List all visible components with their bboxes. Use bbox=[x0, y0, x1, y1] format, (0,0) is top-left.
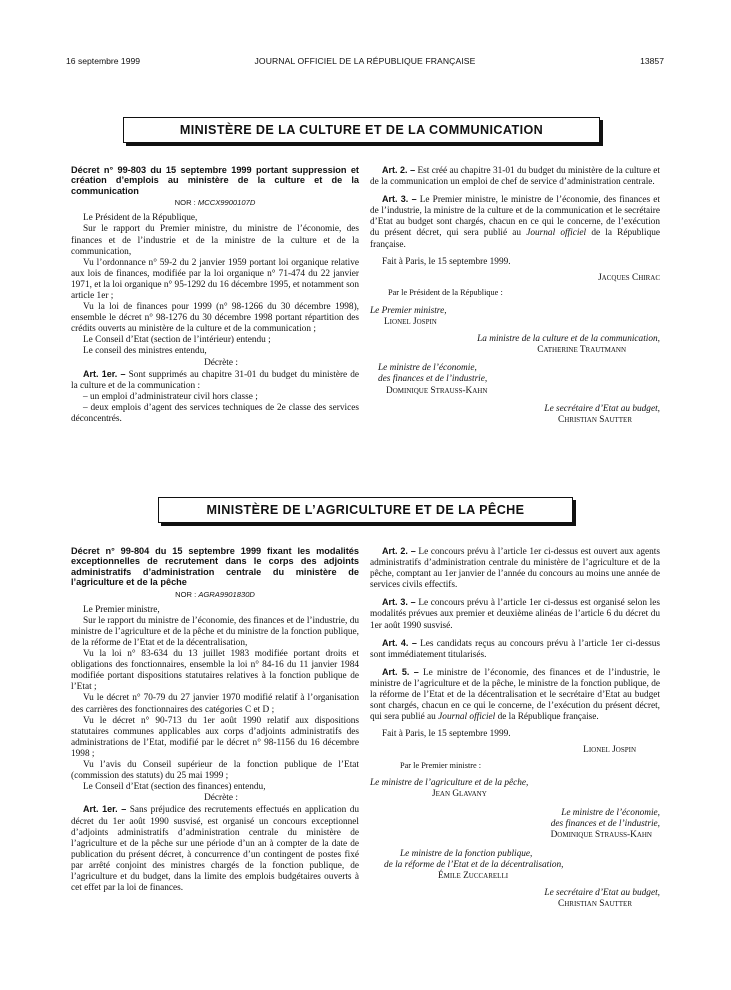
nor-label: NOR : bbox=[174, 198, 196, 208]
decree-title: Décret n° 99-803 du 15 septembre 1999 portant suppression et création d’emplois au ministère de la culture et de la communication bbox=[71, 165, 359, 196]
intro-paragraph: Vu le décret n° 70-79 du 27 janvier 1970 modifié relatif à l’organisation des carrières des fonctionnaires des catégories C et D ; bbox=[71, 693, 359, 715]
article-1-text: Sont supprimés au chapitre 31-01 du budget du ministère de la culture et de la communication : bbox=[71, 369, 360, 391]
signatory-title: Le secrétaire d’Etat au budget, bbox=[544, 888, 660, 899]
intro-paragraph: Le conseil des ministres entendu, bbox=[83, 346, 207, 357]
par-line: Par le Premier ministre : bbox=[400, 760, 482, 770]
intro-paragraph: Le Conseil d’Etat (section des finances) entendu, bbox=[83, 782, 266, 793]
decree-99-803-left-column bbox=[71, 165, 359, 425]
decree-99-803-right-column bbox=[370, 165, 660, 426]
signatory-name: Dominique Strauss-Kahn bbox=[550, 829, 652, 840]
fait-a-paris: Fait à Paris, le 15 septembre 1999. bbox=[382, 256, 511, 267]
signer-name: Lionel Jospin bbox=[583, 745, 636, 756]
signatory-name: Lionel Jospin bbox=[384, 317, 437, 328]
signatory-title: Le Premier ministre, bbox=[370, 305, 447, 316]
nor-value: AGRA9901830D bbox=[198, 589, 255, 599]
article-2 bbox=[370, 165, 660, 188]
ministry-heading-culture: MINISTÈRE DE LA CULTURE ET DE LA COMMUNICATION bbox=[123, 117, 600, 143]
signatory-name: Dominique Strauss-Kahn bbox=[386, 385, 488, 396]
article-5-label: Art. 5. – bbox=[382, 666, 419, 677]
article-4 bbox=[370, 638, 660, 661]
signatory-name: Christian Sautter bbox=[558, 899, 632, 910]
intro-paragraph: Vu l’avis du Conseil supérieur de la fonction publique de l’Etat (commission des statuts) du 25 mai 1999 ; bbox=[71, 760, 359, 782]
signatory-name: Émile Zuccarelli bbox=[438, 871, 509, 882]
signatory-name: Jean Glavany bbox=[432, 788, 487, 799]
signatory-title: des finances et de l’industrie, bbox=[550, 818, 660, 829]
nor-reference bbox=[71, 589, 359, 600]
signer-name: Jacques Chirac bbox=[598, 272, 660, 283]
ministry-heading-agriculture: MINISTÈRE DE L’AGRICULTURE ET DE LA PÊCHE bbox=[158, 497, 573, 523]
intro-paragraph: Vu la loi n° 83-634 du 13 juillet 1983 modifiée portant droits et obligations des fonctionnaires, ensemble la loi n° 84-16 du 11 janvier 1984 modifiée portant dispositions statutaires relatives à la fonction publique de l’Etat ; bbox=[71, 649, 359, 693]
article-3-text: Le concours prévu à l’article 1er ci-dessus est organisé selon les modalités prévues aux premier et deuxième alinéas de l’article 6 du décret du 1er août 1990 susvisé. bbox=[370, 598, 660, 631]
nor-reference bbox=[71, 197, 359, 208]
signatory-title: Le ministre de l’économie, bbox=[378, 363, 477, 374]
list-item: – deux emplois d’agent des services techniques de 2e classe des services déconcentrés. bbox=[71, 402, 359, 424]
article-4-label: Art. 4. – bbox=[382, 637, 417, 648]
article-3-label: Art. 3. – bbox=[382, 597, 416, 608]
signatory-title: La ministre de la culture et de la communication, bbox=[477, 334, 660, 345]
article-3-text-end: de la République française. bbox=[370, 228, 661, 250]
article-1-label: Art. 1er. – bbox=[83, 368, 126, 379]
article-1 bbox=[71, 369, 359, 392]
intro-paragraph: Le Premier ministre, bbox=[83, 604, 160, 615]
journal-title: JOURNAL OFFICIEL DE LA RÉPUBLIQUE FRANÇAISE bbox=[254, 56, 476, 66]
page-number: 13857 bbox=[640, 56, 664, 66]
article-5-text-end: de la République française. bbox=[497, 712, 599, 723]
signatory-title: Le ministre de l’agriculture et de la pêche, bbox=[370, 777, 529, 788]
article-3-text: Le Premier ministre, le ministre de l’économie, des finances et de l’industrie, la ministre de la culture et de la communication et le secrétaire d’Etat au budget sont chargés, chacun en ce qui le concerne, de l’exécution du présent décret, qui sera publié au bbox=[370, 195, 660, 239]
decrete-heading: Décrète : bbox=[204, 793, 238, 804]
decree-99-804-left-column bbox=[71, 546, 359, 894]
article-5 bbox=[370, 667, 660, 723]
decree-title: Décret n° 99-804 du 15 septembre 1999 fixant les modalités exceptionnelles de recrutement dans le corps des adjoints administratifs d’administration centrale du ministère de l’agriculture et de la pêche bbox=[71, 546, 359, 588]
article-2 bbox=[370, 546, 660, 591]
nor-label: NOR : bbox=[175, 589, 197, 599]
decrete-heading: Décrète : bbox=[204, 357, 238, 368]
list-item: – un emploi d’administrateur civil hors classe ; bbox=[83, 391, 258, 402]
intro-paragraph: Sur le rapport du Premier ministre, du ministre de l’économie, des finances et de l’industrie et de la ministre de la culture et de la communication, bbox=[71, 224, 359, 257]
intro-paragraph: Le Président de la République, bbox=[83, 213, 198, 224]
nor-value: MCCX9900107D bbox=[197, 198, 256, 208]
decree-99-804-right-column bbox=[370, 546, 660, 911]
page-header bbox=[66, 56, 664, 70]
journal-officiel-ref: Journal officiel bbox=[526, 228, 587, 239]
article-3-label: Art. 3. – bbox=[382, 194, 417, 205]
article-2-label: Art. 2. – bbox=[382, 165, 416, 175]
signatory-title: de la réforme de l’Etat et de la décentralisation, bbox=[384, 860, 564, 871]
intro-paragraph: Sur le rapport du ministre de l’économie, des finances et de l’industrie, du ministre de l’agriculture et de la pêche et du ministre de la fonction publique, de la réforme de l’Etat et de la décentralisation, bbox=[71, 615, 359, 648]
header-date: 16 septembre 1999 bbox=[66, 56, 141, 66]
signatory-title: Le ministre de l’économie, bbox=[561, 807, 660, 818]
article-1-label: Art. 1er. – bbox=[83, 804, 127, 815]
article-3 bbox=[370, 194, 660, 250]
article-2-text: Est créé au chapitre 31-01 du budget du ministère de la culture et de la communication un emploi de chef de service d’administration centrale. bbox=[370, 166, 660, 188]
article-1 bbox=[71, 804, 359, 894]
article-3 bbox=[370, 597, 660, 631]
article-5-text: Le ministre de l’économie, des finances et de l’industrie, le ministre de l’agriculture et de la pêche, le ministre de la fonction publique, de la réforme de l’Etat et de la décentralisation et le secrétaire d’Etat au budget sont chargés, chacun en ce qui le concerne, de l’exécution du présent décret, qui sera publié au bbox=[370, 667, 661, 723]
fait-a-paris: Fait à Paris, le 15 septembre 1999. bbox=[382, 729, 511, 740]
signatory-title: des finances et de l’industrie, bbox=[378, 374, 488, 385]
signatory-name: Catherine Trautmann bbox=[537, 345, 626, 356]
signatory-title: Le ministre de la fonction publique, bbox=[400, 849, 533, 860]
article-2-label: Art. 2. – bbox=[382, 546, 416, 556]
intro-paragraph: Vu la loi de finances pour 1999 (n° 98-1266 du 30 décembre 1998), ensemble le décret n° 98-1276 du 30 décembre 1998 portant répartition des crédits ouverts au ministère de la culture et de la communication ; bbox=[71, 302, 359, 335]
par-line: Par le Président de la République : bbox=[388, 287, 503, 297]
article-1-text: Sans préjudice des recrutements effectués en application du décret du 1er août 1990 susvisé, est organisé un concours exceptionnel d’adjoints administratifs d’administration centrale du ministère de l’agriculture et de la pêche sur une période d’un an à compter de la date de publication du présent décret, à concurrence d’un contingent de postes fixé par arrêté conjoint des ministres chargés de la fonction publique, de l’agriculture et du budget, dans la limite des emplois budgétaires ouverts à cet effet par la loi de finances. bbox=[71, 805, 360, 894]
signatory-name: Christian Sautter bbox=[558, 414, 632, 425]
article-2-text: Le concours prévu à l’article 1er ci-dessus est ouvert aux agents administratifs d’administration centrale du ministère de l’agriculture et de la pêche, comptant au 1er janvier de l’année du concours au moins une année de services civils effectifs. bbox=[370, 547, 661, 591]
journal-officiel-ref: Journal officiel bbox=[438, 712, 496, 723]
intro-paragraph: Vu l’ordonnance n° 59-2 du 2 janvier 1959 portant loi organique relative aux lois de finances, modifiée par la loi organique n° 71-474 du 22 janvier 1971, et la loi organique n° 95-1292 du 16 décembre 1995, et notamment son article 1er ; bbox=[71, 257, 359, 301]
article-4-text: Les candidats reçus au concours prévu à l’article 1er ci-dessus sont immédiatement titularisés. bbox=[370, 638, 660, 660]
intro-paragraph: Vu le décret n° 90-713 du 1er août 1990 relatif aux dispositions statutaires communes applicables aux corps d’adjoints administratifs des administrations de l’Etat, modifié par le décret n° 98-1156 du 16 décembre 1998 ; bbox=[71, 715, 359, 759]
intro-paragraph: Le Conseil d’Etat (section de l’intérieur) entendu ; bbox=[83, 335, 271, 346]
signatory-title: Le secrétaire d’Etat au budget, bbox=[544, 403, 660, 414]
